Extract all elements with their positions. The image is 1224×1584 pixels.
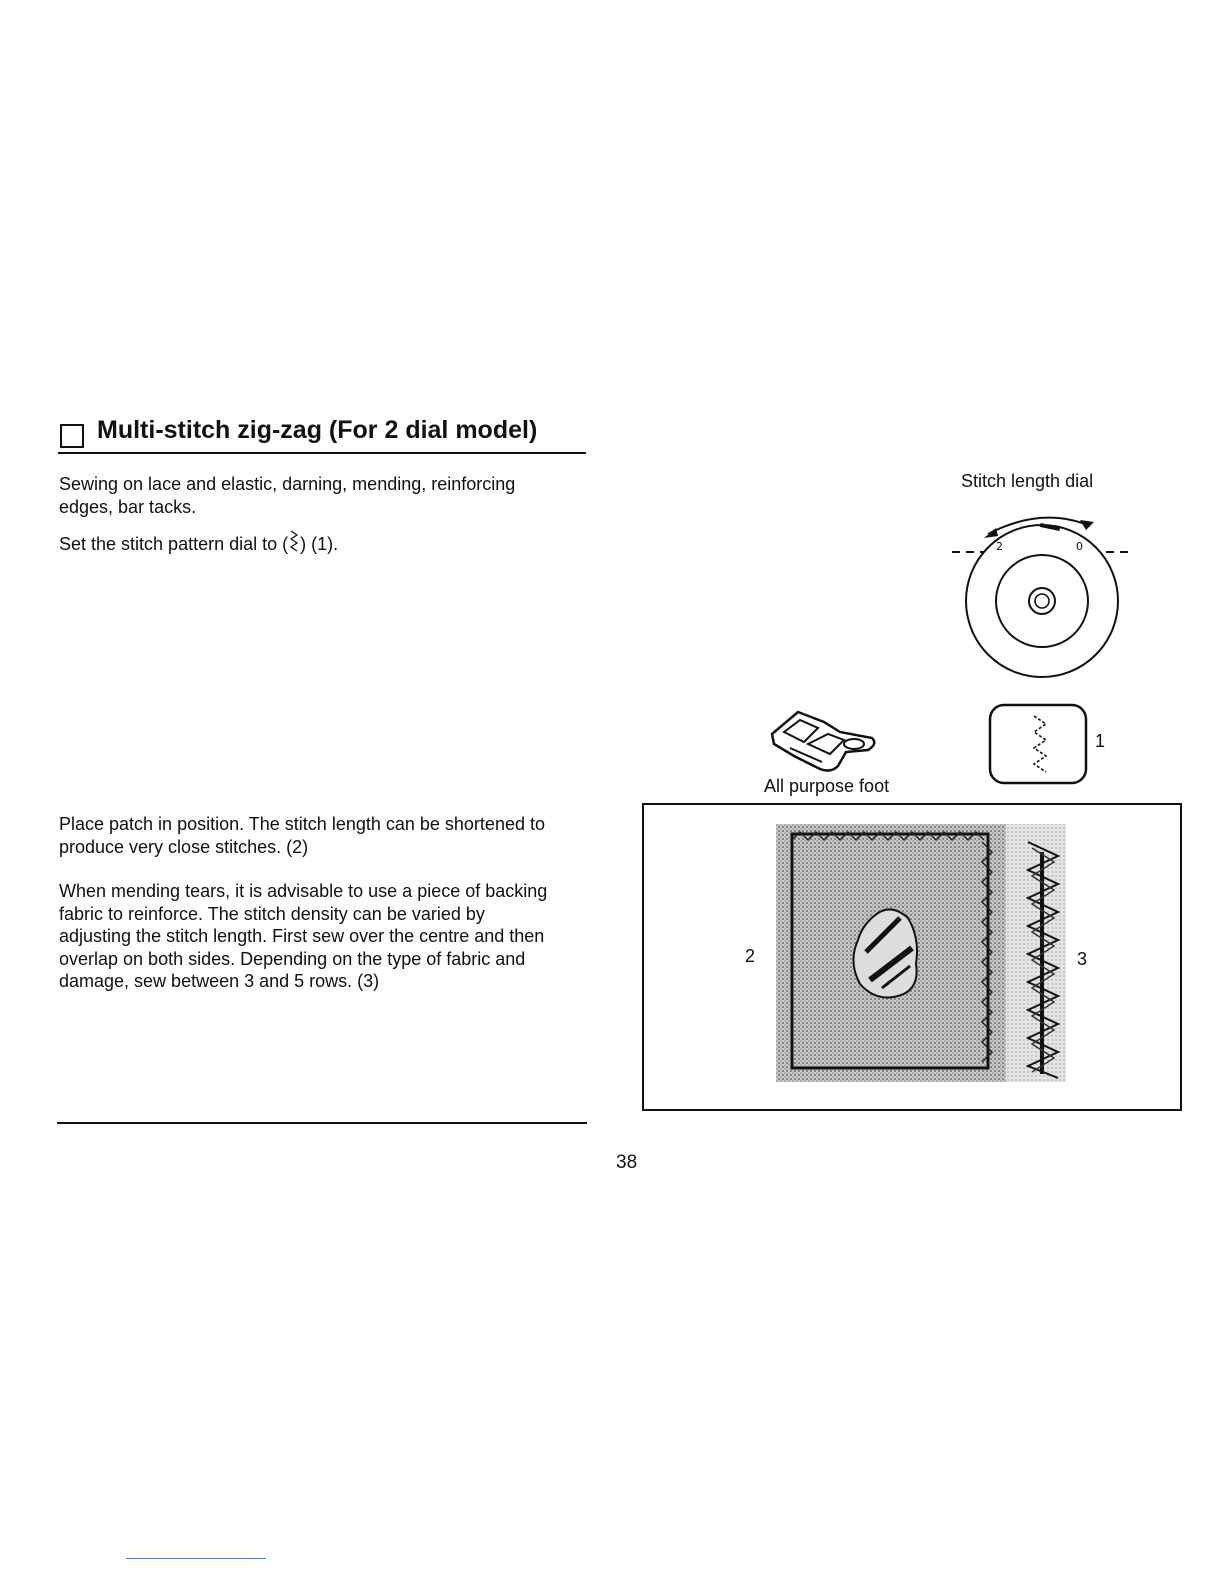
callout-1: 1 bbox=[1095, 731, 1106, 751]
page-number: 38 bbox=[616, 1152, 638, 1173]
patch-mending-illustration bbox=[770, 822, 1080, 1086]
zigzag-stitch-icon bbox=[289, 530, 299, 556]
all-purpose-foot-label: All purpose foot bbox=[764, 776, 890, 796]
set-dial-paragraph bbox=[59, 530, 599, 556]
set-dial-prefix: Set the stitch pattern dial to ( bbox=[59, 534, 289, 554]
mending-paragraph: When mending tears, it is advisable to use a piece of backing fabric to reinforce. The stitch density can be varied by adjusting the stitch length. First sew over the centre and then overlap on both sides. Depending on the type of fabric and damage, sew between 3 and 5 rows. (3) bbox=[59, 881, 548, 991]
section-title: Multi-stitch zig-zag (For 2 dial model) bbox=[97, 416, 538, 444]
svg-text:2: 2 bbox=[996, 540, 1003, 553]
bottom-rule bbox=[57, 1122, 587, 1124]
stitch-length-dial-label: Stitch length dial bbox=[961, 471, 1094, 491]
callout-2: 2 bbox=[745, 946, 756, 966]
checkbox-icon bbox=[60, 424, 84, 448]
set-dial-suffix: ) (1). bbox=[300, 534, 339, 554]
stitch-pattern-window bbox=[986, 702, 1090, 786]
stitch-length-dial-illustration bbox=[948, 500, 1138, 690]
place-patch-paragraph: Place patch in position. The stitch length can be shortened to produce very close stitches. (2) bbox=[59, 814, 545, 857]
presser-foot-icon bbox=[764, 704, 884, 776]
intro-paragraph: Sewing on lace and elastic, darning, mending, reinforcing edges, bar tacks. bbox=[59, 474, 516, 517]
svg-text:0: 0 bbox=[1076, 540, 1083, 553]
callout-3: 3 bbox=[1077, 949, 1088, 969]
footer-rule bbox=[126, 1558, 266, 1559]
section-heading bbox=[58, 416, 586, 454]
